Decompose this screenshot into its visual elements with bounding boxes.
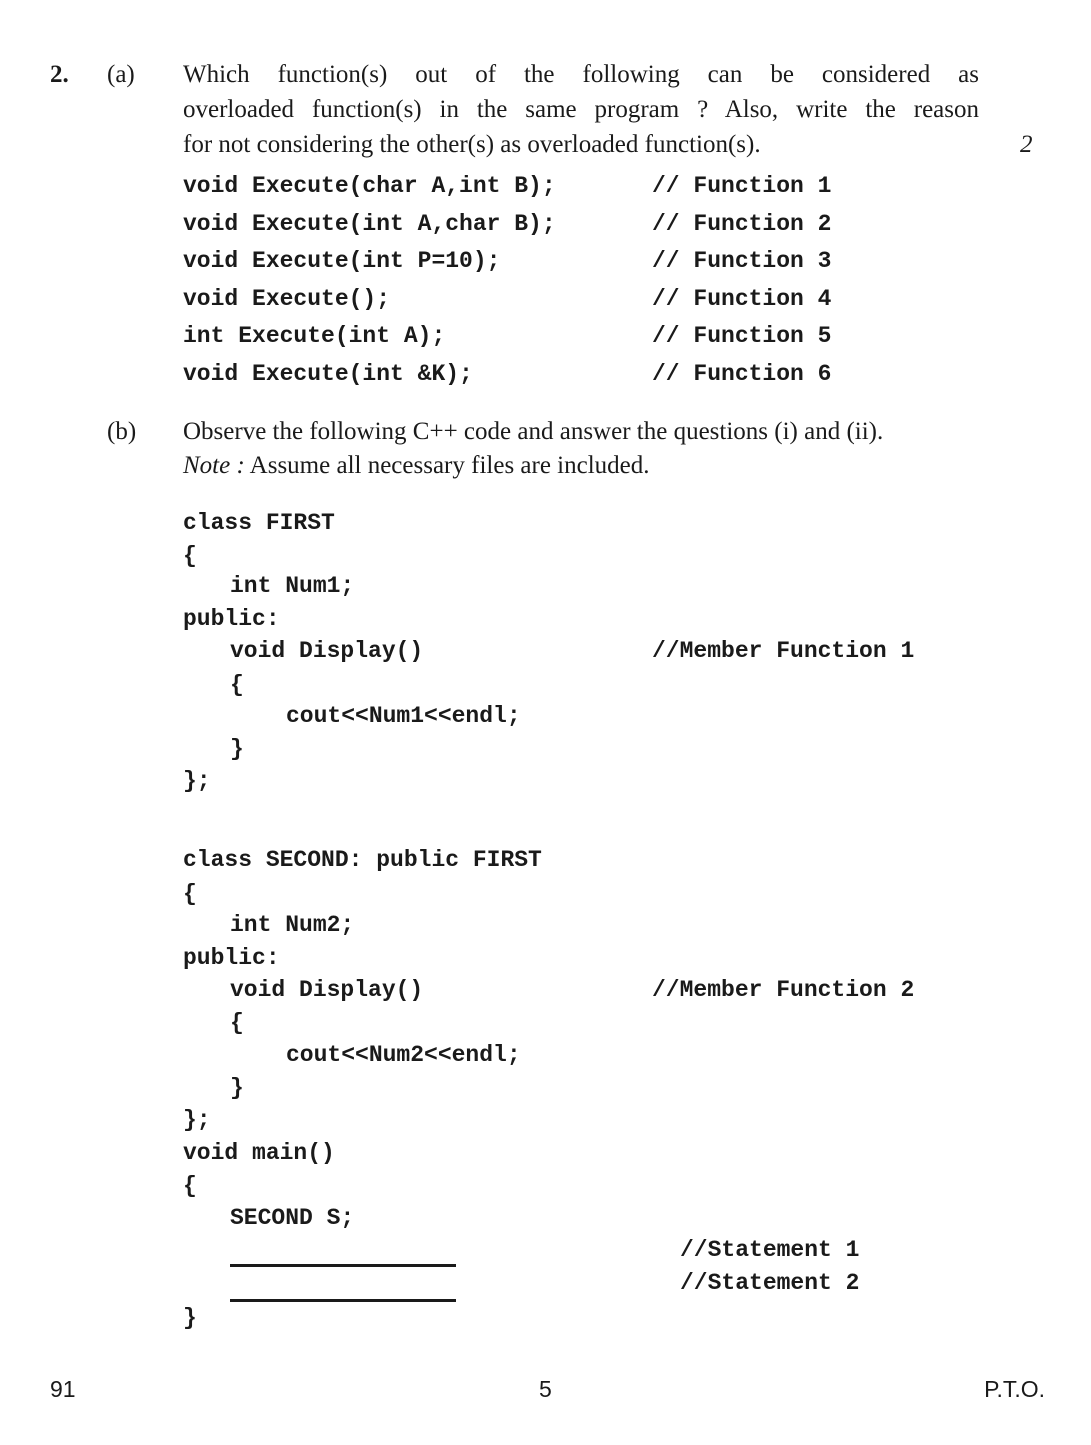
part-a-line-2: overloaded function(s) in the same program ? Also, write the reason bbox=[183, 96, 979, 123]
code-line: SECOND S; bbox=[230, 1205, 355, 1231]
code-line: void Display() bbox=[230, 977, 424, 1003]
part-b-note bbox=[183, 452, 650, 480]
code-line: class SECOND: public FIRST bbox=[183, 847, 542, 873]
statement-1-blank bbox=[230, 1244, 456, 1272]
note-label: Note : bbox=[183, 452, 245, 479]
function-4-code: void Execute(); bbox=[183, 286, 391, 312]
code-line: public: bbox=[183, 606, 280, 632]
code-line: { bbox=[183, 543, 197, 569]
question-number: 2. bbox=[50, 61, 69, 88]
function-1-code: void Execute(char A,int B); bbox=[183, 173, 556, 199]
part-a-line-1: Which function(s) out of the following can be considered as bbox=[183, 61, 979, 88]
pto-label: P.T.O. bbox=[984, 1376, 1045, 1402]
code-comment: //Member Function 1 bbox=[652, 638, 915, 664]
code-line: public: bbox=[183, 945, 280, 971]
code-line: cout<<Num2<<endl; bbox=[286, 1042, 521, 1068]
part-a-line-3: for not considering the other(s) as overloaded function(s). bbox=[183, 131, 761, 158]
code-line: cout<<Num1<<endl; bbox=[286, 703, 521, 729]
code-line: { bbox=[183, 1173, 197, 1199]
statement-2-comment: //Statement 2 bbox=[680, 1270, 860, 1296]
function-4-comment: // Function 4 bbox=[652, 286, 832, 312]
code-line: } bbox=[230, 736, 244, 762]
code-line: }; bbox=[183, 1107, 211, 1133]
note-text: Assume all necessary files are included. bbox=[244, 452, 650, 479]
code-line: void main() bbox=[183, 1140, 335, 1166]
part-a-label: (a) bbox=[107, 61, 135, 88]
function-3-comment: // Function 3 bbox=[652, 248, 832, 274]
code-line: { bbox=[230, 672, 244, 698]
code-line: void Display() bbox=[230, 638, 424, 664]
code-line: } bbox=[183, 1305, 197, 1331]
code-line: int Num1; bbox=[230, 573, 355, 599]
function-6-comment: // Function 6 bbox=[652, 361, 832, 387]
page-number: 5 bbox=[539, 1376, 552, 1402]
code-line: }; bbox=[183, 768, 211, 794]
code-comment: //Member Function 2 bbox=[652, 977, 915, 1003]
function-2-comment: // Function 2 bbox=[652, 211, 832, 237]
part-b-instruction: Observe the following C++ code and answer the questions (i) and (ii). bbox=[183, 418, 884, 445]
function-5-code: int Execute(int A); bbox=[183, 323, 446, 349]
function-3-code: void Execute(int P=10); bbox=[183, 248, 501, 274]
code-line: class FIRST bbox=[183, 510, 335, 536]
function-5-comment: // Function 5 bbox=[652, 323, 832, 349]
function-2-code: void Execute(int A,char B); bbox=[183, 211, 556, 237]
code-line: { bbox=[230, 1010, 244, 1036]
function-1-comment: // Function 1 bbox=[652, 173, 832, 199]
code-line: int Num2; bbox=[230, 912, 355, 938]
paper-code: 91 bbox=[50, 1376, 76, 1402]
marks: 2 bbox=[1020, 131, 1033, 158]
statement-1-comment: //Statement 1 bbox=[680, 1237, 860, 1263]
function-6-code: void Execute(int &K); bbox=[183, 361, 473, 387]
part-b-label: (b) bbox=[107, 418, 137, 445]
code-line: } bbox=[230, 1075, 244, 1101]
statement-2-blank bbox=[230, 1279, 456, 1307]
code-line: { bbox=[183, 881, 197, 907]
